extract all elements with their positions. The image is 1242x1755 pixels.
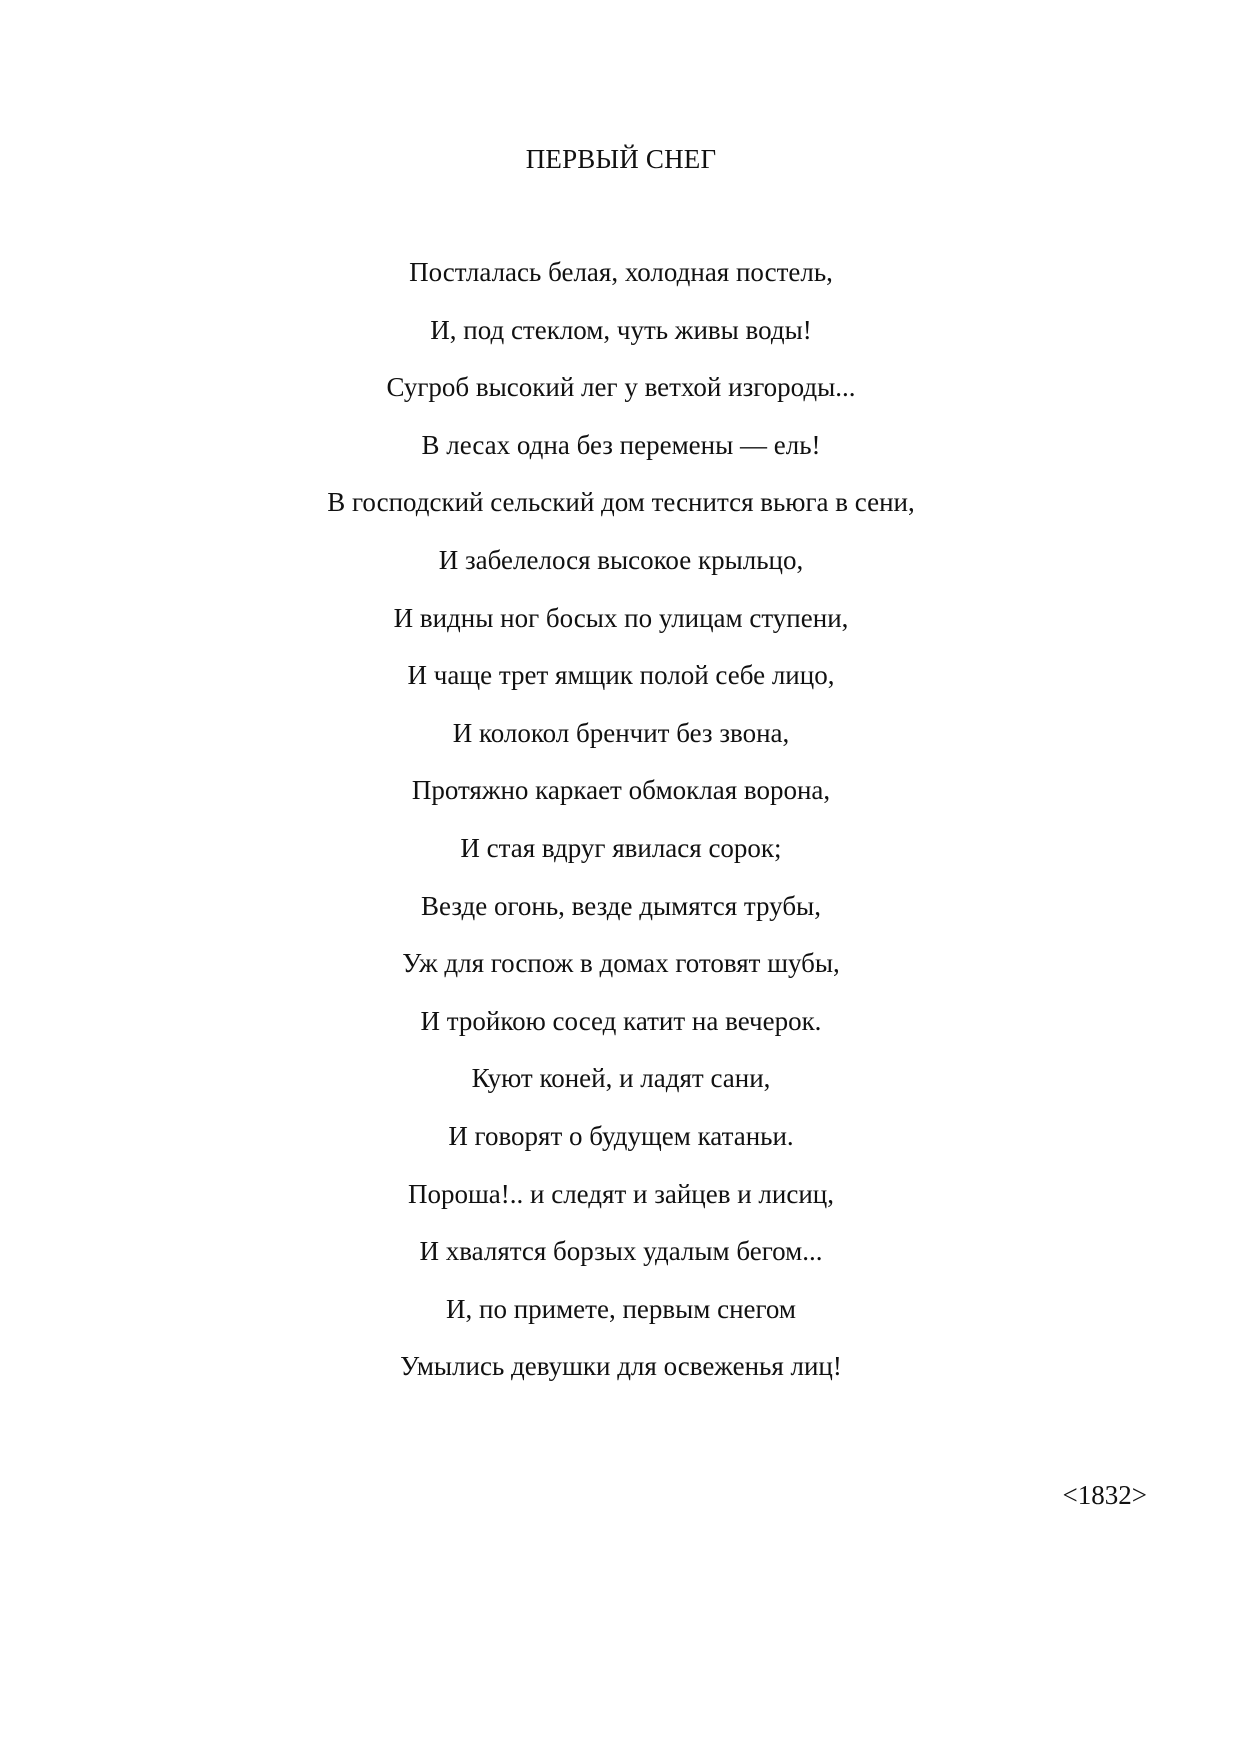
- poem-line: И, по примете, первым снегом: [446, 1293, 796, 1324]
- poem-line: Умылись девушки для освеженья лиц!: [400, 1351, 842, 1382]
- poem-line: И стая вдруг явилася сорок;: [460, 832, 782, 863]
- poem-line: И говорят о будущем катаньи.: [448, 1120, 794, 1151]
- poem-line: И тройкою сосед катит на вечерок.: [420, 1005, 822, 1036]
- poem-line: И чаще трет ямщик полой себе лицо,: [407, 660, 835, 691]
- poem-line: И колокол бренчит без звона,: [452, 717, 790, 748]
- poem-body: [0, 256, 1242, 1408]
- poem-line: И хвалятся борзых удалым бегом...: [419, 1236, 823, 1267]
- poem-line: И видны ног босых по улицам ступени,: [393, 602, 849, 633]
- poem-line: Постлалась белая, холодная постель,: [409, 257, 833, 287]
- poem-line: И, под стеклом, чуть живы воды!: [430, 314, 812, 345]
- poem-line: Везде огонь, везде дымятся трубы,: [421, 890, 821, 921]
- poem-line: Сугроб высокий лег у ветхой изгороды...: [386, 372, 856, 403]
- poem-line: Куют коней, и ладят сани,: [471, 1063, 771, 1094]
- poem-line: В господский сельский дом теснится вьюга в сени,: [327, 487, 915, 518]
- poem-line: И забелелося высокое крыльцо,: [438, 544, 804, 575]
- poem-date: <1832>: [1062, 1480, 1147, 1510]
- poem-title: ПЕРВЫЙ СНЕГ: [525, 144, 717, 174]
- poem-line: В лесах одна без перемены — ель!: [421, 429, 821, 460]
- poem-line: Уж для госпож в домах готовят шубы,: [402, 948, 840, 979]
- poem-line: Пороша!.. и следят и зайцев и лисиц,: [408, 1178, 834, 1209]
- poem-line: Протяжно каркает обмоклая ворона,: [411, 775, 831, 806]
